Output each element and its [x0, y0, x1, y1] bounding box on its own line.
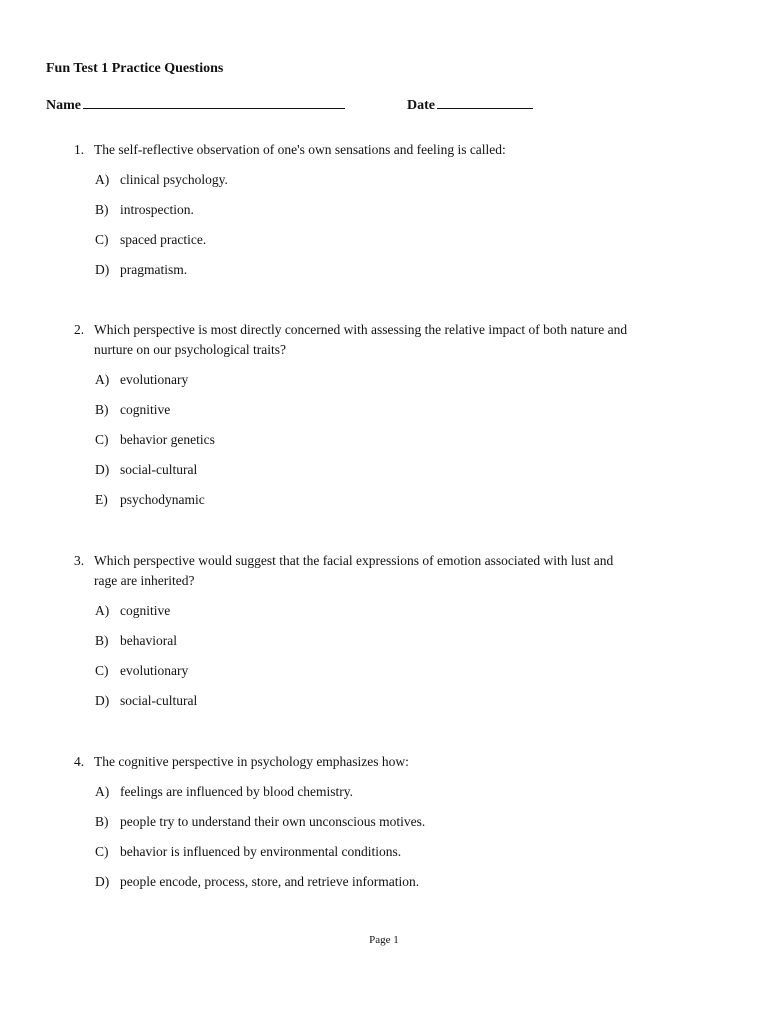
option-text: social-cultural	[120, 693, 198, 708]
answer-options	[95, 170, 634, 280]
answer-option	[95, 170, 634, 190]
answer-option	[95, 842, 634, 862]
option-letter: D)	[95, 462, 110, 477]
date-label: Date	[407, 98, 435, 113]
date-blank-line	[437, 95, 533, 109]
answer-option	[95, 872, 634, 892]
answer-option	[95, 230, 634, 250]
date-field	[407, 95, 533, 115]
answer-option	[95, 400, 634, 420]
name-field	[46, 95, 345, 115]
option-text: cognitive	[120, 603, 171, 618]
option-text: cognitive	[120, 402, 171, 417]
question-text: Which perspective would suggest that the facial expressions of emotion associated with lust and rage are inherited?	[94, 553, 614, 588]
option-letter: B)	[95, 633, 109, 648]
answer-option	[95, 691, 634, 711]
option-text: people encode, process, store, and retrieve information.	[120, 874, 420, 889]
document-title: Fun Test 1 Practice Questions	[46, 61, 224, 76]
page-number-footer: Page 1	[369, 934, 399, 946]
answer-option	[95, 260, 634, 280]
option-letter: C)	[95, 663, 109, 678]
option-text: people try to understand their own unconscious motives.	[120, 814, 426, 829]
option-letter: B)	[95, 402, 109, 417]
option-text: behavioral	[120, 633, 177, 648]
option-letter: C)	[95, 232, 109, 247]
question-3	[74, 551, 634, 721]
question-1	[74, 140, 634, 290]
answer-option	[95, 631, 634, 651]
answer-option	[95, 601, 634, 621]
option-text: clinical psychology.	[120, 172, 228, 187]
option-letter: C)	[95, 432, 109, 447]
option-letter: D)	[95, 262, 110, 277]
question-number: 4.	[74, 754, 85, 769]
option-text: evolutionary	[120, 372, 189, 387]
option-letter: A)	[95, 784, 110, 799]
answer-option	[95, 200, 634, 220]
option-text: psychodynamic	[120, 492, 205, 507]
option-text: introspection.	[120, 202, 194, 217]
option-text: behavior genetics	[120, 432, 215, 447]
option-text: evolutionary	[120, 663, 189, 678]
option-letter: D)	[95, 693, 110, 708]
option-letter: B)	[95, 202, 109, 217]
answer-options	[95, 782, 634, 892]
question-number: 2.	[74, 322, 85, 337]
name-blank-line	[83, 95, 345, 109]
answer-option	[95, 782, 634, 802]
option-text: pragmatism.	[120, 262, 188, 277]
question-text: The self-reflective observation of one's own sensations and feeling is called:	[94, 142, 506, 157]
answer-option	[95, 430, 634, 450]
option-text: spaced practice.	[120, 232, 207, 247]
option-letter: A)	[95, 172, 110, 187]
option-letter: A)	[95, 372, 110, 387]
question-number: 3.	[74, 553, 85, 568]
name-label: Name	[46, 98, 81, 113]
answer-option	[95, 661, 634, 681]
answer-option	[95, 490, 634, 510]
question-4	[74, 752, 634, 902]
answer-option	[95, 812, 634, 832]
answer-options	[95, 601, 634, 711]
option-letter: A)	[95, 603, 110, 618]
option-letter: B)	[95, 814, 109, 829]
option-text: social-cultural	[120, 462, 198, 477]
option-letter: D)	[95, 874, 110, 889]
option-text: feelings are influenced by blood chemistry.	[120, 784, 354, 799]
question-2	[74, 320, 634, 520]
answer-option	[95, 370, 634, 390]
answer-option	[95, 460, 634, 480]
header-fields	[46, 95, 546, 115]
option-letter: E)	[95, 492, 108, 507]
question-text: The cognitive perspective in psychology emphasizes how:	[94, 754, 409, 769]
answer-options	[95, 370, 634, 510]
question-text: Which perspective is most directly concerned with assessing the relative impact of both nature and nurture on our psychological traits?	[94, 322, 628, 357]
option-letter: C)	[95, 844, 109, 859]
option-text: behavior is influenced by environmental conditions.	[120, 844, 402, 859]
question-number: 1.	[74, 142, 85, 157]
